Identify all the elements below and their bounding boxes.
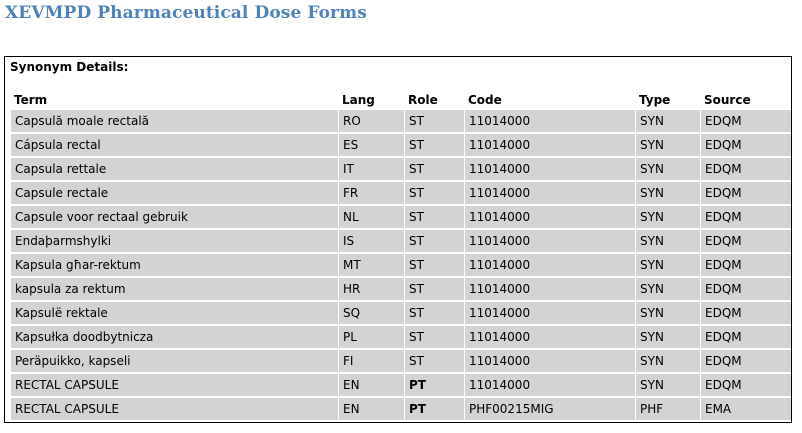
cell-lang: SQ [339,302,404,324]
cell-code: 11014000 [465,230,635,252]
cell-term: Kapsula għar-rektum [11,254,338,276]
cell-type: SYN [636,110,700,132]
cell-lang: EN [339,398,404,420]
cell-term: Capsule rectale [11,182,338,204]
cell-role: ST [405,254,464,276]
column-header-code: Code [465,92,635,108]
cell-role: ST [405,230,464,252]
column-header-role: Role [405,92,464,108]
cell-role: PT [405,398,464,420]
cell-role: ST [405,278,464,300]
cell-source: EDQM [701,278,791,300]
cell-code: 11014000 [465,278,635,300]
cell-source: EDQM [701,254,791,276]
synonym-table-body [11,110,791,420]
table-row [11,110,791,132]
cell-lang: ES [339,134,404,156]
cell-lang: IS [339,230,404,252]
cell-role: ST [405,206,464,228]
section-title: Synonym Details: [10,60,129,74]
cell-type: SYN [636,278,700,300]
cell-lang: NL [339,206,404,228]
cell-type: SYN [636,254,700,276]
cell-code: 11014000 [465,134,635,156]
cell-type: SYN [636,326,700,348]
cell-lang: IT [339,158,404,180]
table-row [11,230,791,252]
table-row [11,134,791,156]
cell-term: RECTAL CAPSULE [11,374,338,396]
cell-type: SYN [636,158,700,180]
table-row [11,374,791,396]
table-row [11,326,791,348]
cell-code: 11014000 [465,158,635,180]
cell-code: 11014000 [465,302,635,324]
cell-source: EDQM [701,206,791,228]
cell-lang: MT [339,254,404,276]
cell-type: SYN [636,374,700,396]
column-header-term: Term [11,92,338,108]
cell-role: PT [405,374,464,396]
cell-type: SYN [636,350,700,372]
cell-code: 11014000 [465,206,635,228]
cell-term: Capsula rettale [11,158,338,180]
cell-term: Kapsułka doodbytnicza [11,326,338,348]
page-title: XEVMPD Pharmaceutical Dose Forms [5,3,367,23]
table-row [11,158,791,180]
cell-source: EDQM [701,182,791,204]
table-row [11,398,791,420]
synonym-details-panel [4,56,792,423]
table-row [11,278,791,300]
table-row [11,350,791,372]
cell-type: SYN [636,134,700,156]
cell-source: EDQM [701,230,791,252]
cell-role: ST [405,302,464,324]
cell-term: Endaþarmshylki [11,230,338,252]
cell-source: EDQM [701,158,791,180]
column-header-source: Source [701,92,791,108]
cell-term: Capsulă moale rectală [11,110,338,132]
cell-type: SYN [636,230,700,252]
cell-role: ST [405,134,464,156]
cell-code: PHF00215MIG [465,398,635,420]
cell-role: ST [405,350,464,372]
cell-term: Cápsula rectal [11,134,338,156]
synonym-table [10,90,792,422]
cell-role: ST [405,110,464,132]
cell-code: 11014000 [465,326,635,348]
cell-type: SYN [636,182,700,204]
table-row [11,206,791,228]
cell-code: 11014000 [465,110,635,132]
cell-source: EMA [701,398,791,420]
cell-term: Kapsulë rektale [11,302,338,324]
cell-source: EDQM [701,302,791,324]
column-header-type: Type [636,92,700,108]
cell-lang: FR [339,182,404,204]
cell-lang: HR [339,278,404,300]
cell-lang: FI [339,350,404,372]
cell-type: SYN [636,206,700,228]
cell-code: 11014000 [465,182,635,204]
cell-source: EDQM [701,350,791,372]
cell-role: ST [405,326,464,348]
cell-term: Capsule voor rectaal gebruik [11,206,338,228]
cell-source: EDQM [701,110,791,132]
cell-term: kapsula za rektum [11,278,338,300]
cell-source: EDQM [701,374,791,396]
cell-lang: PL [339,326,404,348]
cell-term: Peräpuikko, kapseli [11,350,338,372]
table-row [11,182,791,204]
cell-code: 11014000 [465,254,635,276]
table-row [11,254,791,276]
cell-code: 11014000 [465,374,635,396]
cell-term: RECTAL CAPSULE [11,398,338,420]
table-row [11,302,791,324]
cell-source: EDQM [701,134,791,156]
cell-code: 11014000 [465,350,635,372]
cell-type: SYN [636,302,700,324]
cell-type: PHF [636,398,700,420]
column-header-lang: Lang [339,92,404,108]
cell-lang: RO [339,110,404,132]
table-header-row [11,92,791,108]
cell-role: ST [405,182,464,204]
cell-role: ST [405,158,464,180]
cell-source: EDQM [701,326,791,348]
cell-lang: EN [339,374,404,396]
